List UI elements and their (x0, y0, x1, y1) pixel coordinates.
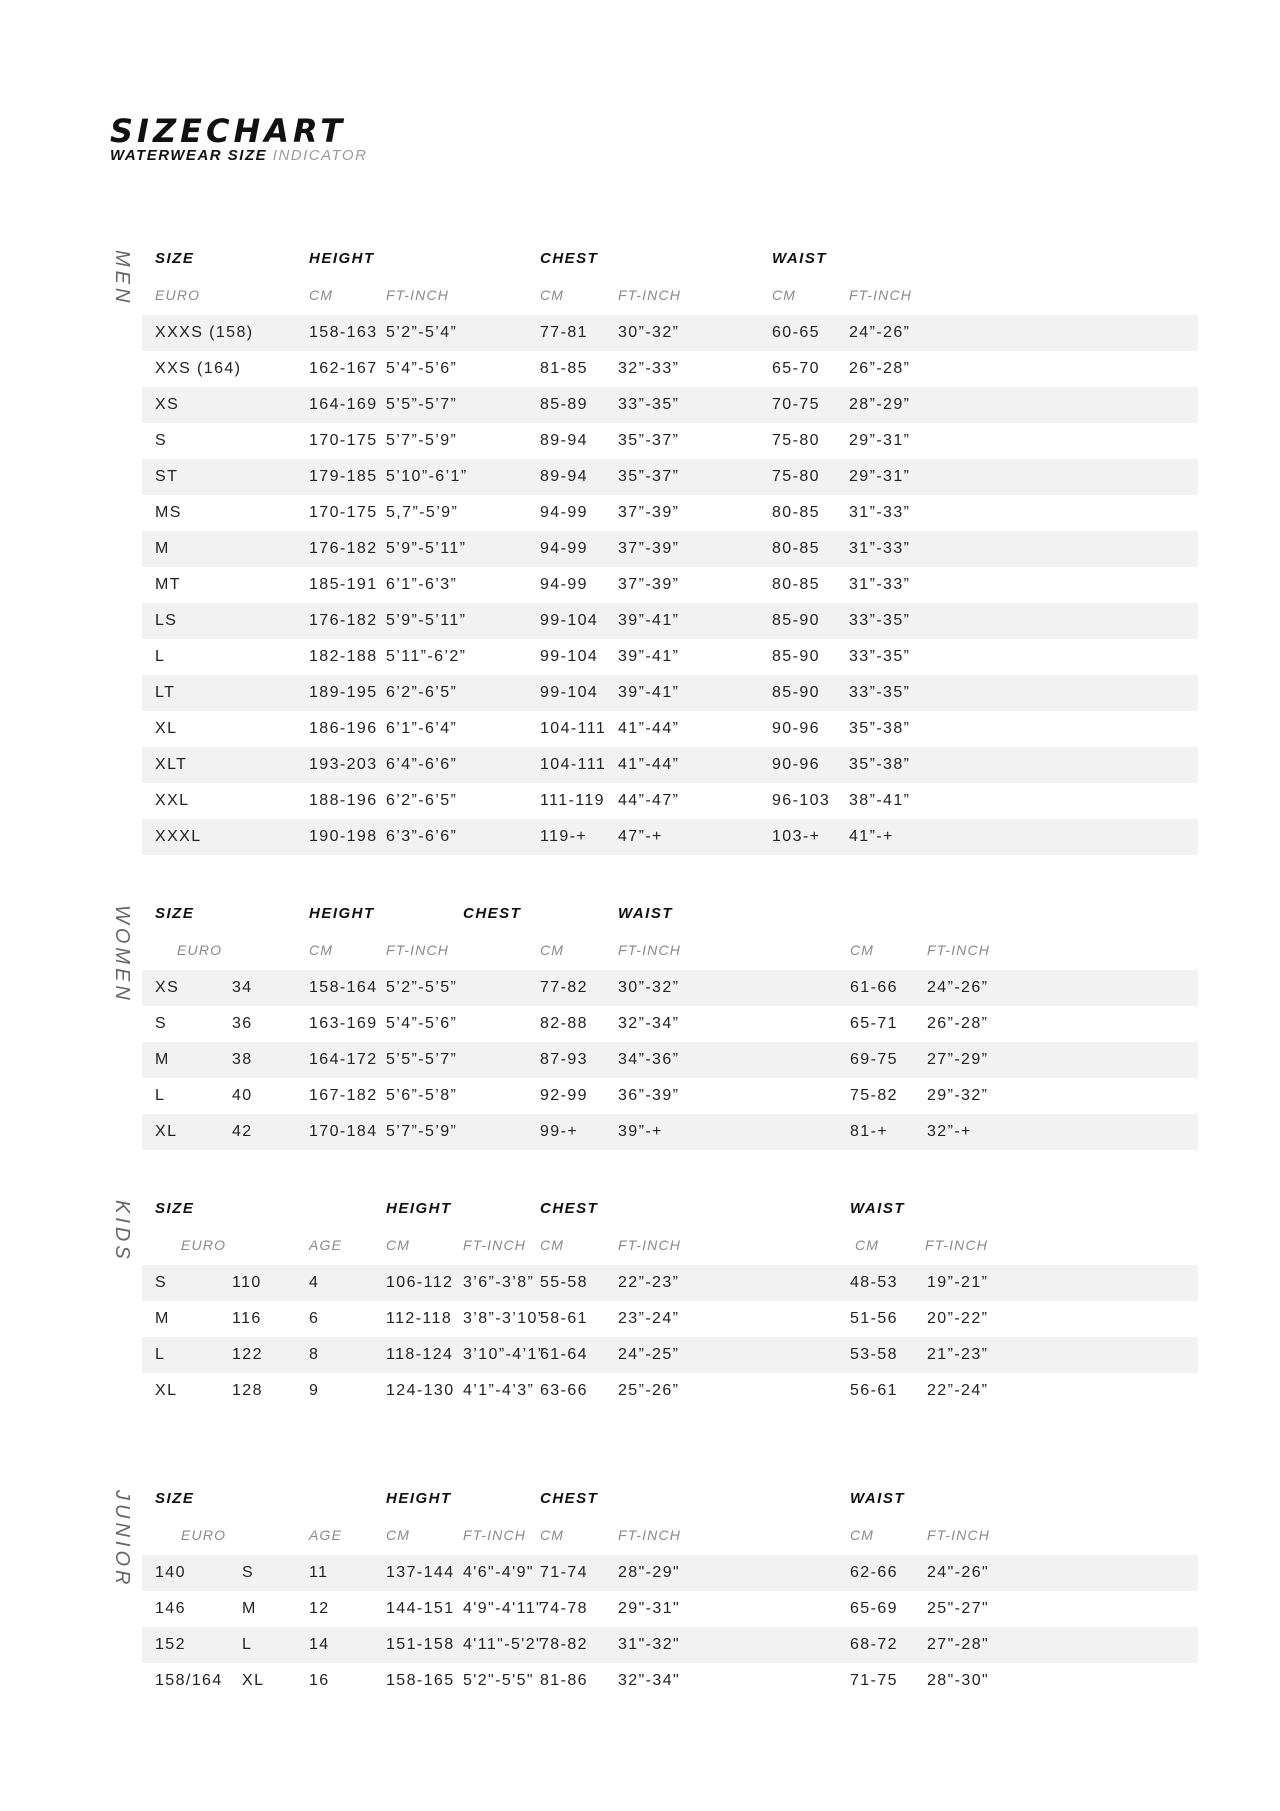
table-cell: 5’5”-5’7” (386, 1051, 458, 1068)
table-cell: 35”-38” (849, 720, 911, 737)
table-cell: 41”-44” (618, 756, 680, 773)
column-subheader: AGE (309, 1237, 343, 1253)
table-cell: XL (242, 1672, 265, 1689)
table-cell: 28”-29” (849, 396, 911, 413)
table-cell: 99-104 (540, 612, 599, 629)
table-cell: 35”-38” (849, 756, 911, 773)
column-subheader: FT-INCH (463, 1237, 527, 1253)
table-row (142, 675, 1198, 711)
table-cell: LS (155, 612, 178, 629)
table-cell: 32”-33” (618, 360, 680, 377)
table-cell: 35”-37” (618, 432, 680, 449)
table-cell: 71-75 (850, 1672, 898, 1689)
table-cell: 99-104 (540, 684, 599, 701)
table-cell: 4'6"-4'9" (463, 1564, 534, 1581)
table-cell: 39”-+ (618, 1123, 663, 1140)
column-header: HEIGHT (386, 1200, 452, 1217)
table-cell: 35”-37” (618, 468, 680, 485)
table-cell: 22”-24” (927, 1382, 989, 1399)
table-cell: 28"-29" (618, 1564, 681, 1581)
table-cell: 96-103 (772, 792, 831, 809)
table-cell: 5’11”-6’2” (386, 648, 467, 665)
table-cell: 75-80 (772, 432, 820, 449)
table-cell: 81-+ (850, 1123, 889, 1140)
table-cell: MS (155, 504, 182, 521)
table-row (142, 1265, 1198, 1301)
table-cell: 5’7”-5’9” (386, 432, 458, 449)
table-cell: 30”-32” (618, 324, 680, 341)
table-cell: 77-81 (540, 324, 588, 341)
column-subheader: FT-INCH (927, 942, 991, 958)
column-subheader: FT-INCH (927, 1527, 991, 1543)
table-cell: 39”-41” (618, 648, 680, 665)
table-cell: 186-196 (309, 720, 378, 737)
table-cell: 27"-28" (927, 1636, 990, 1653)
table-row (142, 1555, 1198, 1591)
column-subheader: CM (309, 942, 334, 958)
table-cell: 62-66 (850, 1564, 898, 1581)
table-cell: 27”-29” (927, 1051, 989, 1068)
table-cell: 47”-+ (618, 828, 663, 845)
column-subheader: FT-INCH (463, 1527, 527, 1543)
table-cell: L (242, 1636, 253, 1653)
subtitle-light: INDICATOR (272, 147, 368, 164)
column-header: WAIST (772, 250, 827, 267)
table-cell: 8 (309, 1346, 320, 1363)
table-cell: 30”-32” (618, 979, 680, 996)
section-label-kids: KIDS (111, 1200, 133, 1263)
table-cell: 31"-32" (618, 1636, 681, 1653)
table-cell: 4'11"-5'2" (463, 1636, 544, 1653)
table-cell: 103-+ (772, 828, 821, 845)
table-cell: 5,7”-5’9” (386, 504, 459, 521)
table-cell: 158-164 (309, 979, 378, 996)
table-cell: 5’4”-5’6” (386, 1015, 458, 1032)
table-cell: 85-90 (772, 612, 820, 629)
table-cell: 6’1”-6’4” (386, 720, 458, 737)
table-cell: XXS (164) (155, 360, 242, 377)
table-row (142, 351, 1198, 387)
column-subheader: EURO (181, 1237, 227, 1253)
table-cell: XL (155, 720, 178, 737)
table-cell: 24”-25” (618, 1346, 680, 1363)
table-cell: 12 (309, 1600, 330, 1617)
table-cell: 185-191 (309, 576, 378, 593)
column-subheader: CM (386, 1527, 411, 1543)
table-cell: 3’6”-3’8” (463, 1274, 535, 1291)
table-cell: 90-96 (772, 720, 820, 737)
table-cell: 5’2”-5’5” (386, 979, 458, 996)
column-header: SIZE (155, 1490, 195, 1507)
table-cell: 81-86 (540, 1672, 588, 1689)
column-header: HEIGHT (309, 905, 375, 922)
table-cell: 81-85 (540, 360, 588, 377)
table-cell: 99-104 (540, 648, 599, 665)
table-row (142, 387, 1198, 423)
table-cell: 118-124 (386, 1346, 454, 1363)
column-subheader: FT-INCH (618, 942, 682, 958)
section-label-men: MEN (111, 250, 133, 307)
table-cell: 32"-34" (618, 1672, 681, 1689)
table-cell: 5’5”-5’7” (386, 396, 458, 413)
column-header: WAIST (618, 905, 673, 922)
table-row (142, 459, 1198, 495)
table-cell: 48-53 (850, 1274, 898, 1291)
table-cell: 106-112 (386, 1274, 454, 1291)
table-cell: 170-175 (309, 504, 378, 521)
table-cell: 22”-23” (618, 1274, 680, 1291)
column-header: SIZE (155, 1200, 195, 1217)
table-cell: 170-175 (309, 432, 378, 449)
table-cell: 167-182 (309, 1087, 378, 1104)
table-row (142, 783, 1198, 819)
table-cell: 37”-39” (618, 576, 680, 593)
column-subheader: FT-INCH (386, 287, 450, 303)
table-cell: 60-65 (772, 324, 820, 341)
column-subheader: FT-INCH (849, 287, 913, 303)
table-cell: 170-184 (309, 1123, 378, 1140)
table-cell: 29"-31" (618, 1600, 681, 1617)
table-cell: 144-151 (386, 1600, 455, 1617)
table-cell: 33”-35” (849, 684, 911, 701)
table-cell: 65-69 (850, 1600, 898, 1617)
table-cell: 5’10”-6’1” (386, 468, 468, 485)
column-subheader: CM (540, 1237, 565, 1253)
table-row (142, 1663, 1198, 1699)
table-cell: 179-185 (309, 468, 378, 485)
table-cell: 41”-+ (849, 828, 894, 845)
table-cell: 9 (309, 1382, 320, 1399)
table-cell: 25"-27" (927, 1600, 990, 1617)
table-cell: 71-74 (540, 1564, 588, 1581)
table-cell: XLT (155, 756, 188, 773)
table-cell: 158-163 (309, 324, 378, 341)
table-cell: 5’6”-5’8” (386, 1087, 458, 1104)
table-row (142, 1114, 1198, 1150)
column-header: HEIGHT (386, 1490, 452, 1507)
table-cell: 61-66 (850, 979, 898, 996)
table-cell: XL (155, 1123, 178, 1140)
table-cell: 68-72 (850, 1636, 898, 1653)
table-cell: 29”-31” (849, 468, 911, 485)
table-cell: 44”-47” (618, 792, 680, 809)
table-cell: 3’8”-3’10” (463, 1310, 545, 1327)
table-cell: 176-182 (309, 540, 378, 557)
column-header: SIZE (155, 905, 195, 922)
table-cell: 164-172 (309, 1051, 378, 1068)
table-row (142, 711, 1198, 747)
table-row (142, 315, 1198, 351)
table-cell: 5’4”-5’6” (386, 360, 458, 377)
table-cell: 124-130 (386, 1382, 455, 1399)
table-cell: 190-198 (309, 828, 378, 845)
table-cell: 5'2"-5'5" (463, 1672, 534, 1689)
table-cell: 80-85 (772, 576, 820, 593)
table-row (142, 1337, 1198, 1373)
table-cell: 176-182 (309, 612, 378, 629)
table-cell: 16 (309, 1672, 330, 1689)
table-cell: 137-144 (386, 1564, 455, 1581)
column-subheader: CM (540, 287, 565, 303)
table-cell: M (155, 540, 170, 557)
table-cell: 158-165 (386, 1672, 455, 1689)
table-row (142, 1627, 1198, 1663)
column-subheader: EURO (177, 942, 223, 958)
table-cell: 77-82 (540, 979, 588, 996)
table-cell: 99-+ (540, 1123, 579, 1140)
table-cell: 75-82 (850, 1087, 898, 1104)
column-subheader: CM (850, 942, 875, 958)
table-cell: S (155, 432, 168, 449)
table-cell: 38”-41” (849, 792, 911, 809)
table-cell: 34”-36” (618, 1051, 680, 1068)
table-cell: XXXS (158) (155, 324, 254, 341)
table-cell: 75-80 (772, 468, 820, 485)
table-cell: 158/164 (155, 1672, 223, 1689)
table-cell: XXXL (155, 828, 202, 845)
table-cell: 6’2”-6’5” (386, 792, 458, 809)
column-header: CHEST (540, 1490, 599, 1507)
table-cell: 32”-+ (927, 1123, 972, 1140)
table-cell: 6 (309, 1310, 320, 1327)
table-cell: 164-169 (309, 396, 378, 413)
column-subheader: CM (772, 287, 797, 303)
subtitle-bold: WATERWEAR SIZE (110, 147, 268, 164)
table-cell: 189-195 (309, 684, 378, 701)
column-subheader: FT-INCH (618, 1527, 682, 1543)
table-cell: 39”-41” (618, 612, 680, 629)
table-cell: 89-94 (540, 468, 588, 485)
table-cell: 25”-26” (618, 1382, 680, 1399)
table-cell: 140 (155, 1564, 186, 1581)
table-cell: 34 (232, 979, 253, 996)
table-cell: MT (155, 576, 181, 593)
table-cell: 104-111 (540, 720, 607, 737)
table-cell: 5’9”-5’11” (386, 612, 467, 629)
table-cell: M (155, 1310, 170, 1327)
column-subheader: CM (309, 287, 334, 303)
table-cell: 5’7”-5’9” (386, 1123, 458, 1140)
table-cell: 24”-26” (927, 979, 989, 996)
table-cell: 110 (232, 1274, 262, 1291)
table-cell: 33”-35” (849, 612, 911, 629)
table-cell: 11 (309, 1564, 329, 1581)
table-cell: 31”-33” (849, 576, 911, 593)
table-cell: 94-99 (540, 504, 588, 521)
table-cell: L (155, 1087, 166, 1104)
table-row (142, 567, 1198, 603)
table-cell: 65-71 (850, 1015, 898, 1032)
column-header: CHEST (463, 905, 522, 922)
table-cell: 5’2”-5’4” (386, 324, 458, 341)
table-cell: S (155, 1274, 168, 1291)
table-row (142, 1591, 1198, 1627)
table-cell: 78-82 (540, 1636, 588, 1653)
table-cell: 6’1”-6’3” (386, 576, 458, 593)
table-cell: 21”-23” (927, 1346, 989, 1363)
table-cell: 38 (232, 1051, 253, 1068)
table-cell: M (155, 1051, 170, 1068)
table-cell: 14 (309, 1636, 330, 1653)
table-cell: 85-89 (540, 396, 588, 413)
table-cell: S (155, 1015, 168, 1032)
table-row (142, 639, 1198, 675)
table-cell: L (155, 1346, 166, 1363)
table-row (142, 1373, 1198, 1409)
table-cell: 37”-39” (618, 504, 680, 521)
table-cell: 65-70 (772, 360, 820, 377)
table-cell: 40 (232, 1087, 253, 1104)
table-cell: 94-99 (540, 576, 588, 593)
table-cell: 70-75 (772, 396, 820, 413)
table-row (142, 1042, 1198, 1078)
table-cell: 33”-35” (618, 396, 680, 413)
table-cell: 87-93 (540, 1051, 588, 1068)
table-cell: ST (155, 468, 179, 485)
table-cell: 6’3”-6’6” (386, 828, 458, 845)
table-row (142, 423, 1198, 459)
table-cell: 119-+ (540, 828, 588, 845)
table-cell: 31”-33” (849, 504, 911, 521)
table-row (142, 1078, 1198, 1114)
column-subheader: FT-INCH (386, 942, 450, 958)
column-header: CHEST (540, 1200, 599, 1217)
table-cell: 37”-39” (618, 540, 680, 557)
table-cell: LT (155, 684, 176, 701)
table-cell: 63-66 (540, 1382, 588, 1399)
table-cell: 94-99 (540, 540, 588, 557)
column-header: SIZE (155, 250, 195, 267)
table-cell: 53-58 (850, 1346, 898, 1363)
table-cell: 61-64 (540, 1346, 588, 1363)
column-header: CHEST (540, 250, 599, 267)
table-cell: 36”-39” (618, 1087, 680, 1104)
table-row (142, 495, 1198, 531)
table-cell: 26”-28” (849, 360, 911, 377)
table-row (142, 1301, 1198, 1337)
page-title: SIZECHART (110, 112, 347, 150)
table-cell: 20”-22” (927, 1310, 989, 1327)
table-cell: 3’10”-4’1” (463, 1346, 545, 1363)
table-cell: 163-169 (309, 1015, 378, 1032)
table-cell: 6’2”-6’5” (386, 684, 458, 701)
column-subheader: AGE (309, 1527, 343, 1543)
column-subheader: FT-INCH (618, 1237, 682, 1253)
table-cell: XXL (155, 792, 190, 809)
table-row (142, 531, 1198, 567)
table-cell: M (242, 1600, 257, 1617)
table-cell: 122 (232, 1346, 263, 1363)
table-cell: 85-90 (772, 648, 820, 665)
table-cell: 128 (232, 1382, 263, 1399)
table-row (142, 603, 1198, 639)
table-cell: 29”-32” (927, 1087, 989, 1104)
table-cell: 56-61 (850, 1382, 898, 1399)
column-subheader: CM (855, 1237, 880, 1253)
table-cell: 41”-44” (618, 720, 680, 737)
table-cell: 58-61 (540, 1310, 588, 1327)
table-cell: 23”-24” (618, 1310, 680, 1327)
table-cell: 4 (309, 1274, 320, 1291)
table-cell: 74-78 (540, 1600, 588, 1617)
table-cell: 162-167 (309, 360, 378, 377)
table-cell: 29”-31” (849, 432, 911, 449)
table-cell: 24"-26" (927, 1564, 990, 1581)
page-subtitle (110, 147, 367, 164)
table-cell: 55-58 (540, 1274, 588, 1291)
column-subheader: EURO (155, 287, 201, 303)
table-cell: 6’4”-6’6” (386, 756, 458, 773)
table-cell: 182-188 (309, 648, 378, 665)
table-cell: 51-56 (850, 1310, 898, 1327)
table-cell: 39”-41” (618, 684, 680, 701)
table-cell: 5’9”-5’11” (386, 540, 467, 557)
column-subheader: CM (540, 1527, 565, 1543)
table-cell: 80-85 (772, 504, 820, 521)
section-label-women: WOMEN (111, 905, 133, 1004)
table-cell: 193-203 (309, 756, 378, 773)
table-cell: 80-85 (772, 540, 820, 557)
column-header: HEIGHT (309, 250, 375, 267)
table-cell: XS (155, 979, 180, 996)
column-subheader: CM (850, 1527, 875, 1543)
section-label-junior: JUNIOR (111, 1490, 133, 1589)
table-cell: 82-88 (540, 1015, 588, 1032)
column-subheader: CM (540, 942, 565, 958)
table-cell: XS (155, 396, 180, 413)
table-cell: 32”-34” (618, 1015, 680, 1032)
table-cell: S (242, 1564, 255, 1581)
table-cell: 28"-30" (927, 1672, 990, 1689)
table-cell: 42 (232, 1123, 253, 1140)
table-cell: 24”-26” (849, 324, 911, 341)
table-cell: 4’1”-4’3” (463, 1382, 535, 1399)
table-cell: 69-75 (850, 1051, 898, 1068)
table-cell: 151-158 (386, 1636, 455, 1653)
column-subheader: CM (386, 1237, 411, 1253)
table-cell: 33”-35” (849, 648, 911, 665)
table-cell: 19”-21” (927, 1274, 989, 1291)
table-cell: 31”-33” (849, 540, 911, 557)
table-cell: 26”-28” (927, 1015, 989, 1032)
table-cell: 112-118 (386, 1310, 453, 1327)
table-cell: 104-111 (540, 756, 607, 773)
table-cell: 90-96 (772, 756, 820, 773)
table-cell: 188-196 (309, 792, 378, 809)
table-cell: L (155, 648, 166, 665)
column-header: WAIST (850, 1490, 905, 1507)
table-cell: 4'9"-4'11" (463, 1600, 544, 1617)
column-subheader: EURO (181, 1527, 227, 1543)
table-row (142, 747, 1198, 783)
column-subheader: FT-INCH (618, 287, 682, 303)
table-cell: 85-90 (772, 684, 820, 701)
table-cell: 152 (155, 1636, 186, 1653)
column-subheader: FT-INCH (925, 1237, 989, 1253)
table-cell: 111-119 (540, 792, 605, 809)
table-row (142, 819, 1198, 855)
table-cell: 89-94 (540, 432, 588, 449)
table-cell: XL (155, 1382, 178, 1399)
column-header: WAIST (850, 1200, 905, 1217)
table-cell: 36 (232, 1015, 253, 1032)
table-cell: 146 (155, 1600, 186, 1617)
table-row (142, 970, 1198, 1006)
table-cell: 92-99 (540, 1087, 588, 1104)
table-cell: 116 (232, 1310, 262, 1327)
table-row (142, 1006, 1198, 1042)
